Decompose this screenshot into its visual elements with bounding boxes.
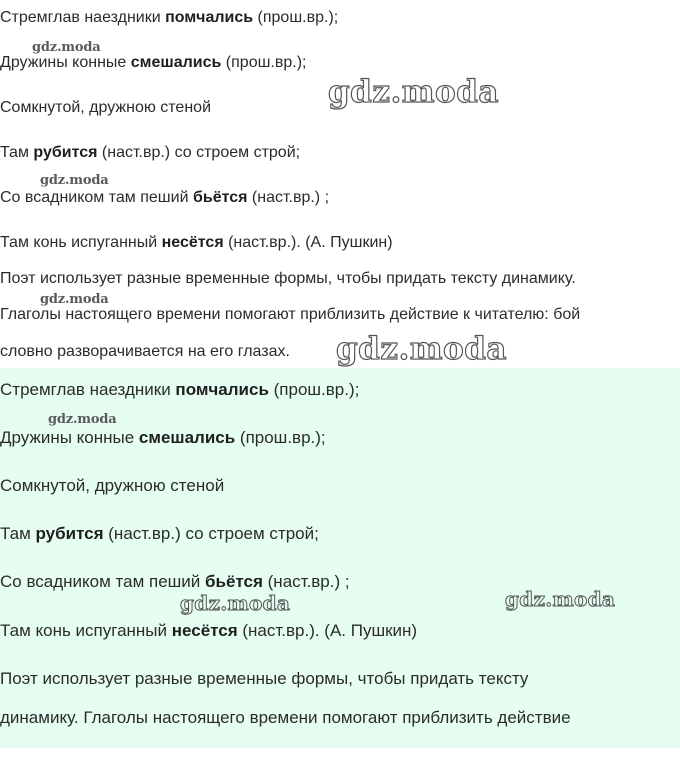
poem-line-2 — [0, 429, 326, 446]
tense-note: (наст.вр.) со строем строй; — [97, 144, 301, 161]
text-segment: Сомкнутой, дружною стеной — [0, 99, 211, 116]
highlighted-verb: помчались — [175, 380, 269, 399]
text-segment: Дружины конные — [0, 54, 131, 71]
poem-line-1 — [0, 10, 338, 26]
watermark-logo: gdz.moda — [48, 412, 117, 427]
tense-note: (наст.вр.) со строем строй; — [103, 524, 319, 543]
poem-line-2 — [0, 55, 307, 71]
explanation-line-2: динамику. Глаголы настоящего времени помогают приблизить действие — [0, 708, 571, 727]
poem-line-3 — [0, 477, 224, 494]
poem-line-5 — [0, 190, 329, 206]
watermark-logo: gdz.moda — [328, 74, 499, 110]
tense-note: (прош.вр.); — [253, 9, 339, 26]
poem-line-6 — [0, 235, 393, 251]
tense-note: (наст.вр.) ; — [262, 572, 350, 591]
poem-line-1 — [0, 381, 359, 398]
tense-note: (прош.вр.); — [235, 428, 326, 447]
highlighted-verb: несётся — [161, 234, 224, 251]
tense-note: (наст.вр.). (А. Пушкин) — [237, 621, 418, 640]
highlighted-verb: бьётся — [192, 189, 248, 206]
tense-note: (прош.вр.); — [268, 380, 360, 399]
explanation-line-1: Поэт использует разные временные формы, чтобы придать тексту — [0, 669, 529, 688]
tense-note: (прош.вр.); — [221, 54, 307, 71]
text-segment: Стремглав наездники — [0, 9, 166, 26]
watermark-logo: gdz.moda — [180, 591, 291, 615]
poem-line-6 — [0, 622, 417, 639]
text-segment: Там — [0, 144, 34, 161]
text-segment: Там конь испуганный — [0, 234, 162, 251]
poem-line-4 — [0, 145, 300, 161]
watermark-logo: gdz.moda — [336, 331, 507, 367]
tense-note: (наст.вр.) ; — [247, 189, 330, 206]
text-segment: Со всадником там пеший — [0, 572, 206, 591]
explanation-line-2: Глаголы настоящего времени помогают приблизить действие к читателю: бой — [0, 306, 581, 323]
watermark-logo: gdz.moda — [40, 292, 109, 307]
tense-note: (наст.вр.). (А. Пушкин) — [223, 234, 393, 251]
highlighted-verb: смешались — [138, 428, 236, 447]
text-segment: Дружины конные — [0, 428, 139, 447]
watermark-logo: gdz.moda — [505, 587, 616, 611]
poem-line-4 — [0, 525, 319, 542]
text-segment: Стремглав наездники — [0, 380, 176, 399]
poem-line-5 — [0, 573, 350, 590]
text-segment: Со всадником там пеший — [0, 189, 193, 206]
explanation-line-3: словно разворачивается на его глазах. — [0, 343, 290, 360]
highlighted-verb: смешались — [130, 54, 222, 71]
highlighted-verb: рубится — [33, 144, 98, 161]
watermark-logo: gdz.moda — [32, 40, 101, 55]
text-segment: Там конь испуганный — [0, 621, 172, 640]
text-segment: Сомкнутой, дружною стеной — [0, 476, 225, 495]
watermark-logo: gdz.moda — [40, 173, 109, 188]
highlighted-verb: помчались — [165, 9, 254, 26]
highlighted-verb: бьётся — [205, 572, 263, 591]
highlighted-verb: рубится — [35, 524, 104, 543]
highlighted-verb: несётся — [171, 621, 238, 640]
explanation-line-1: Поэт использует разные временные формы, чтобы придать тексту динамику. — [0, 270, 576, 287]
text-segment: Там — [0, 524, 36, 543]
poem-line-3 — [0, 100, 211, 116]
